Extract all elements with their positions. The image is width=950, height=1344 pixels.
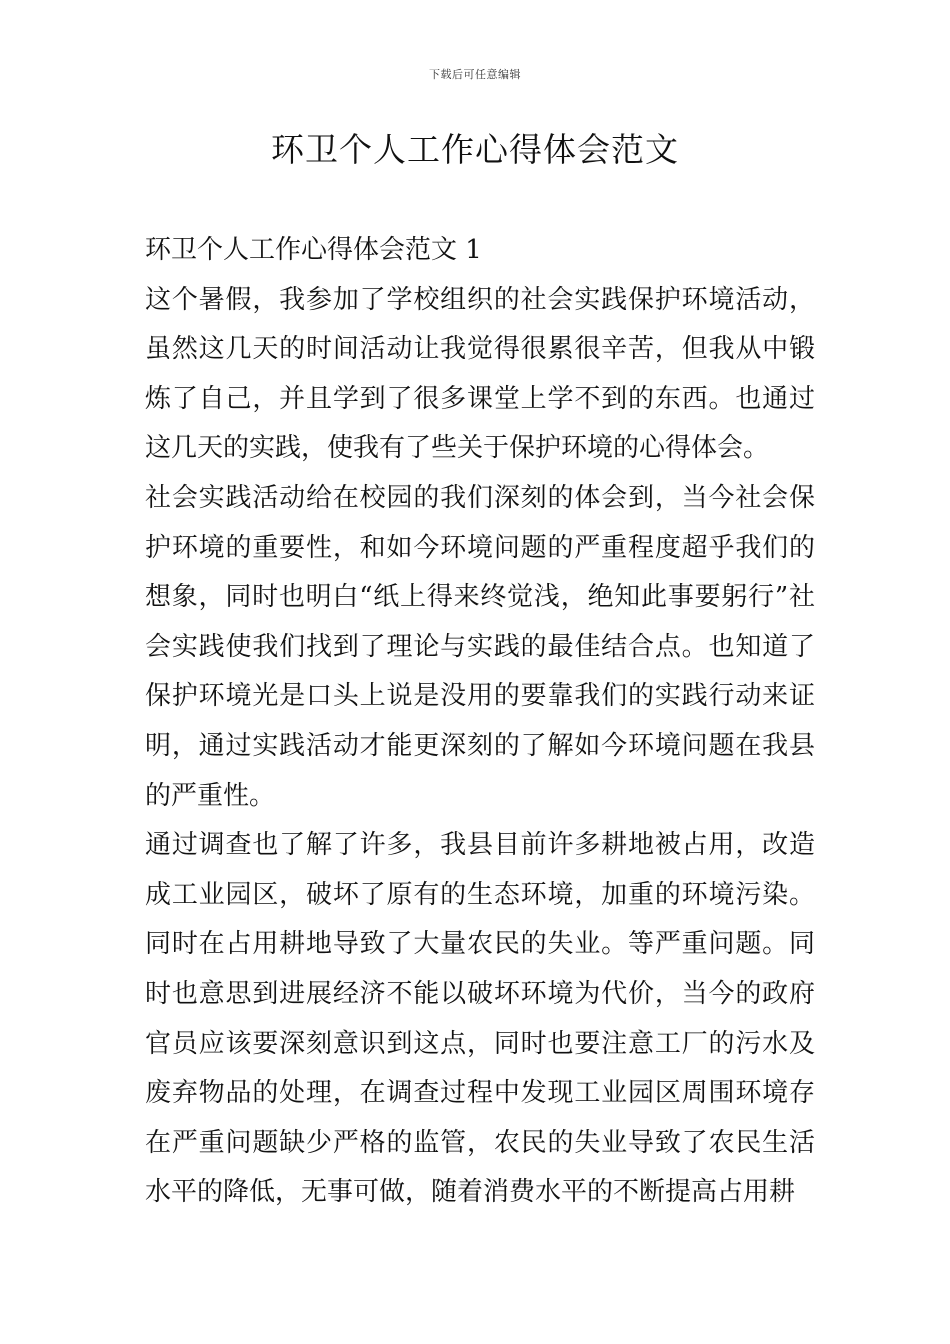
paragraph: 社会实践活动给在校园的我们深刻的体会到，当今社会保护环境的重要性，和如今环境问题的严重程度超乎我们的想象，同时也明白“纸上得来终觉浅，绝知此事要躬行”社会实践使我们找到了理论与实践的最佳结合点。也知道了保护环境光是口头上说是没用的要靠我们的实践行动来证明，通过实践活动才能更深刻的了解如今环境问题在我县的严重性。 — [145, 482, 815, 811]
header-note: 下载后可任意编辑 — [429, 68, 521, 81]
document-body — [145, 226, 815, 1218]
section-heading: 环卫个人工作心得体会范文 1 — [145, 235, 482, 265]
document-title: 环卫个人工作心得体会范文 — [271, 130, 679, 169]
paragraph: 通过调查也了解了许多，我县目前许多耕地被占用，改造成工业园区，破坏了原有的生态环境，加重的环境污染。同时在占用耕地导致了大量农民的失业。等严重问题。同时也意思到进展经济不能以破坏环境为代价，当今的政府官员应该要深刻意识到这点，同时也要注意工厂的污水及废弃物品的处理，在调查过程中发现工业园区周围环境存在严重问题缺少严格的监管，农民的失业导致了农民生活水平的降低，无事可做，随着消费水平的不断提高占用耕 — [145, 830, 815, 1208]
paragraph: 这个暑假，我参加了学校组织的社会实践保护环境活动，虽然这几天的时间活动让我觉得很累很辛苦，但我从中锻炼了自己，并且学到了很多课堂上学不到的东西。也通过这几天的实践，使我有了些关于保护环境的心得体会。 — [145, 284, 815, 464]
